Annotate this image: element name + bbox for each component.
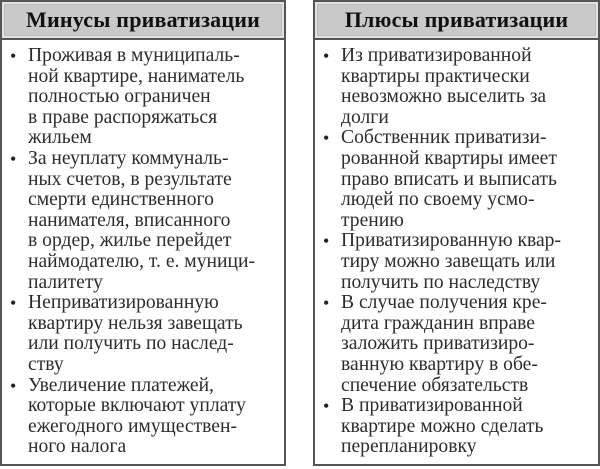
list-item-line: получить по наследству — [341, 271, 541, 293]
list-item — [321, 128, 592, 231]
list-item-line: в ордер, жилье перейдет — [28, 230, 232, 252]
minuses-header — [2, 2, 284, 40]
list-item-line: • Проживая в муниципаль- — [28, 45, 240, 66]
list-item-line: • Увеличение платежей, — [28, 374, 214, 396]
list-item — [8, 46, 278, 149]
list-item-line: • В приватизированной — [341, 395, 523, 417]
list-item — [321, 46, 592, 128]
list-item-line: долги — [341, 106, 389, 128]
list-item-line: квартире можно сделать — [341, 415, 544, 437]
list-item-line: невозможно выселить за — [341, 86, 547, 108]
list-item-line: • За неуплату коммуналь- — [28, 147, 229, 169]
list-item-line: или получить по наслед- — [28, 333, 234, 355]
list-item — [8, 376, 278, 458]
list-item-line: ству — [28, 353, 64, 375]
list-item-line: ежегодного имуществен- — [28, 415, 238, 437]
list-item — [8, 293, 278, 375]
minuses-table — [0, 0, 286, 466]
list-item-line: перепланировку — [341, 436, 477, 458]
list-item-line: наймодателю, т. е. муници- — [28, 250, 255, 272]
list-item-line: палитету — [28, 271, 103, 293]
pluses-list — [315, 40, 598, 458]
list-item-line: спечение обязательств — [341, 374, 529, 396]
list-item — [321, 231, 592, 293]
list-item-line: ванную квартиру в обе- — [341, 353, 538, 375]
list-item-line: жильем — [28, 127, 92, 149]
pluses-title: Плюсы приватизации — [344, 7, 569, 32]
pluses-header — [315, 2, 598, 40]
list-item-line: ного налога — [28, 436, 127, 458]
minuses-title: Минусы приватизации — [26, 7, 260, 32]
list-item-line: тиру можно завещать или — [341, 250, 556, 272]
list-item-line: право вписать и выписать — [341, 168, 557, 190]
list-item — [8, 149, 278, 293]
list-item — [321, 293, 592, 396]
list-item-line: • Неприватизированную — [28, 292, 219, 314]
minuses-list — [2, 40, 284, 458]
list-item-line: в праве распоряжаться — [28, 106, 218, 128]
list-item-line: ной квартире, наниматель — [28, 65, 245, 87]
list-item-line: • Приватизированную квар- — [341, 230, 562, 252]
list-item-line: • В случае получения кре- — [341, 292, 547, 314]
list-item-line: заложить приватизиро- — [341, 333, 535, 355]
list-item-line: квартиру нельзя завещать — [28, 312, 243, 334]
list-item-line: квартиры практически — [341, 65, 530, 87]
list-item-line: полностью ограничен — [28, 86, 211, 108]
list-item-line: людей по своему усмо- — [341, 189, 535, 211]
list-item-line: трению — [341, 209, 404, 231]
list-item-line: которые включают уплату — [28, 395, 246, 417]
list-item-line: • Собственник приватизи- — [341, 127, 547, 149]
pluses-table — [313, 0, 600, 466]
list-item-line: • Из приватизированной — [341, 45, 532, 66]
list-item-line: смерти единственного — [28, 189, 214, 211]
list-item-line: ных счетов, в результате — [28, 168, 232, 190]
list-item-line: рованной квартиры имеет — [341, 147, 557, 169]
list-item-line: нанимателя, вписанного — [28, 209, 231, 231]
list-item-line: дита гражданин вправе — [341, 312, 536, 334]
list-item — [321, 396, 592, 458]
